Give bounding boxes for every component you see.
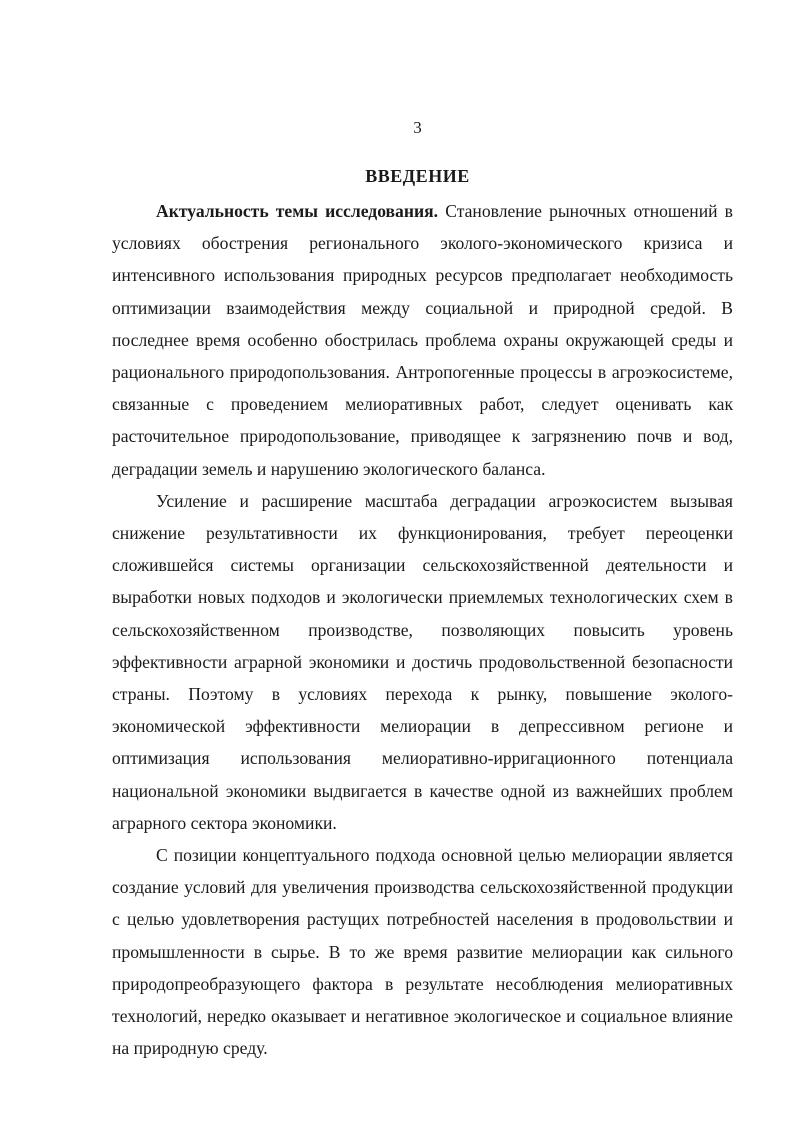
paragraph-conceptual-approach: С позиции концептуального подхода основной целью мелиорации является создание условий для увеличения производства сельскохозяйственной продукции с целью удовлетворения растущих потребностей населения в продовольствии и промышленности в сырье. В то же время развитие мелиорации как сильного природопреобразующего фактора в результате несоблюдения мелиоративных технологий, нередко оказывает и негативное экологическое и социальное влияние на природную среду. [112,845,733,1059]
paragraph-lead: Актуальность темы исследования. [156,201,439,221]
body-text [112,195,733,1064]
section-heading: ВВЕДЕНИЕ [365,166,470,186]
page-number: 3 [413,118,422,137]
paragraph-text: Становление рыночных отношений в условиях обострения регионального эколого-экономического кризиса и интенсивного использования природных ресурсов предполагает необходимость оптимизации взаимодействия между социальной и природной средой. В последнее время особенно обострилась проблема охраны окружающей среды и рационального природопользования. Антропогенные процессы в агроэкосистеме, связанные с проведением мелиоративных работ, следует оценивать как расточительное природопользование, приводящее к загрязнению почв и вод, деградации земель и нарушению экологического баланса. [112,201,733,479]
paragraph-relevance [112,195,733,485]
paragraph-degradation: Усиление и расширение масштаба деградации агроэкосистем вызывая снижение результативности их функционирования, требует переоценки сложившейся системы организации сельскохозяйственной деятельности и выработки новых подходов и экологически приемлемых технологических схем в сельскохозяйственном производстве, позволяющих повысить уровень эффективности аграрной экономики и достичь продовольственной безопасности страны. Поэтому в условиях перехода к рынку, повышение эколого-экономической эффективности мелиорации в депрессивном регионе и оптимизация использования мелиоративно-ирригационного потенциала национальной экономики выдвигается в качестве одной из важнейших проблем аграрного сектора экономики. [112,490,733,833]
